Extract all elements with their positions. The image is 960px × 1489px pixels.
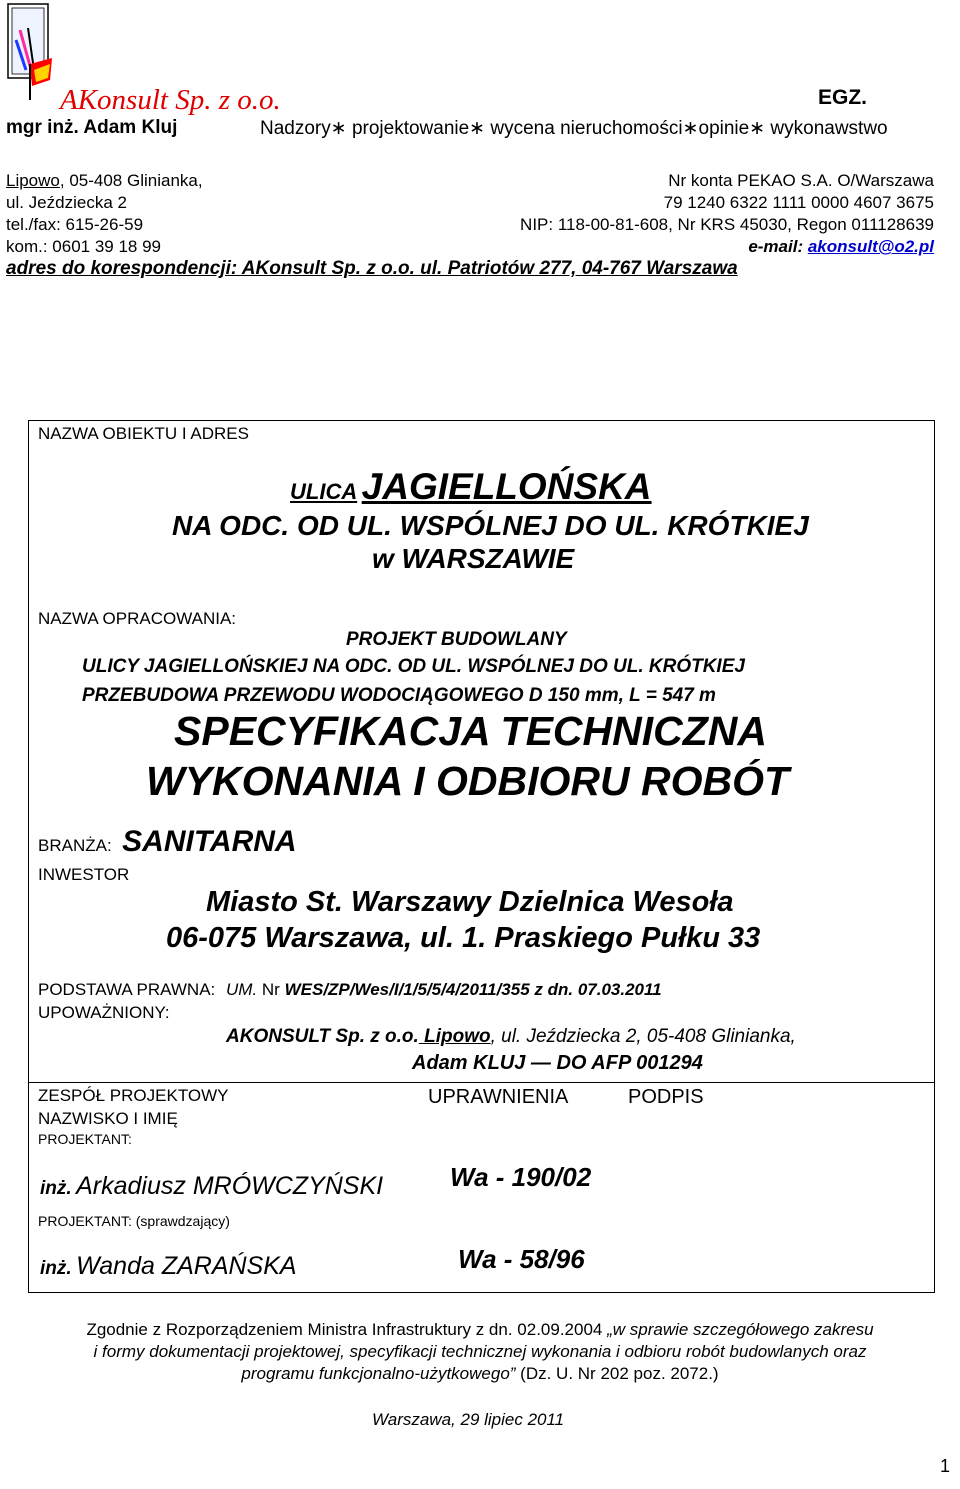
designer — [40, 1172, 383, 1201]
study-line3: PRZEBUDOWA PRZEWODU WODOCIĄGOWEGO D 150 mm, L = 547 m — [82, 685, 716, 706]
checker-name: Wanda ZARAŃSKA — [76, 1252, 297, 1280]
footer-line1 — [0, 1320, 960, 1340]
address-town: Lipowo — [6, 171, 60, 190]
authorized-town: Lipowo — [418, 1026, 491, 1047]
team-label: ZESPÓŁ PROJEKTOWY — [38, 1086, 229, 1105]
footer-regulation-end: programu funkcjonalno-użytkowego” — [241, 1364, 516, 1383]
footer-line3 — [0, 1364, 960, 1384]
correspondence-address: adres do korespondencji: AKonsult Sp. z o.o. ul. Patriotów 277, 04-767 Warszawa — [6, 258, 738, 279]
object-street-name: JAGIELLOŃSKA — [361, 466, 652, 507]
legal-nr: Nr — [261, 980, 280, 999]
address-phone: tel./fax: 615-26-59 — [6, 215, 144, 234]
designer-title: inż. — [40, 1178, 72, 1199]
object-street — [290, 466, 652, 508]
study-label: NAZWA OPRACOWANIA: — [38, 609, 237, 628]
checker-title: inż. — [40, 1258, 72, 1279]
bank-account-label: Nr konta PEKAO S.A. O/Warszawa — [668, 171, 934, 190]
address-mobile: kom.: 0601 39 18 99 — [6, 237, 162, 256]
object-section: NA ODC. OD UL. WSPÓLNEJ DO UL. KRÓTKIEJ — [172, 510, 809, 541]
bank-account-number: 79 1240 6322 1111 0000 4607 3675 — [663, 193, 934, 212]
investor-line2: 06-075 Warszawa, ul. 1. Praskiego Pułku 33 — [166, 922, 761, 954]
footer-regulation: Zgodnie z Rozporządzeniem Ministra Infrastruktury z dn. 02.09.2004 — [86, 1320, 608, 1339]
company-services: Nadzory∗ projektowanie∗ wycena nieruchomości∗opinie∗ wykonawstwo — [260, 118, 888, 139]
study-line1: PROJEKT BUDOWLANY — [346, 629, 567, 650]
legal-um: UM. — [226, 980, 258, 999]
branch-value: SANITARNA — [122, 825, 297, 858]
investor-label: INWESTOR — [38, 865, 130, 884]
branch — [38, 825, 297, 859]
footer-journal: (Dz. U. Nr 202 poz. 2072.) — [515, 1364, 719, 1383]
page-number: 1 — [940, 1456, 951, 1476]
company-ids: NIP: 118-00-81-608, Nr KRS 45030, Regon 011128639 — [520, 215, 934, 234]
study-line2: ULICY JAGIELLOŃSKIEJ NA ODC. OD UL. WSPÓLNEJ DO UL. KRÓTKIEJ — [82, 656, 745, 677]
authorized-company: AKONSULT Sp. z o.o. — [226, 1026, 419, 1047]
investor-line1: Miasto St. Warszawy Dzielnica Wesoła — [206, 886, 734, 918]
designer-label: PROJEKTANT: — [38, 1131, 132, 1147]
legal-basis — [38, 980, 662, 1000]
place-date: Warszawa, 29 lipiec 2011 — [372, 1410, 565, 1429]
copy-label: EGZ. — [818, 86, 868, 109]
company-owner: mgr inż. Adam Kluj — [6, 117, 178, 138]
spec-title2: WYKONANIA I ODBIORU ROBÓT — [146, 758, 790, 804]
object-city: w WARSZAWIE — [372, 543, 575, 574]
authorized-label: UPOWAŻNIONY: — [38, 1003, 170, 1022]
email-link[interactable]: akonsult@o2.pl — [807, 237, 934, 256]
email-label: e-mail: — [748, 237, 808, 256]
spec-title1: SPECYFIKACJA TECHNICZNA — [174, 708, 768, 754]
authorized-line1 — [226, 1026, 796, 1048]
legal-label: PODSTAWA PRAWNA: — [38, 980, 216, 999]
company-name: AKonsult Sp. z o.o. — [60, 84, 281, 116]
rights-header: UPRAWNIENIA — [428, 1086, 569, 1108]
address-postal: , 05-408 Glinianka, — [59, 171, 203, 190]
address-right — [520, 170, 934, 258]
checker — [40, 1252, 297, 1281]
checker-rights: Wa - 58/96 — [458, 1244, 585, 1274]
designer-name: Arkadiusz MRÓWCZYŃSKI — [76, 1172, 384, 1200]
branch-label: BRANŻA: — [38, 836, 112, 855]
team-separator — [28, 1082, 935, 1083]
team-name-label: NAZWISKO I IMIĘ — [38, 1109, 178, 1128]
address-street: ul. Jeździecka 2 — [6, 193, 127, 212]
object-street-prefix: ULICA — [290, 479, 358, 504]
company-logo — [6, 0, 58, 110]
designer-rights: Wa - 190/02 — [450, 1162, 592, 1192]
footer-regulation-title: „w sprawie szczegółowego zakresu — [607, 1320, 874, 1339]
authorized-line2: Adam KLUJ — DO AFP 001294 — [412, 1052, 703, 1074]
authorized-address: , ul. Jeździecka 2, 05-408 Glinianka, — [490, 1026, 796, 1047]
address-left — [6, 170, 203, 258]
object-label: NAZWA OBIEKTU I ADRES — [38, 424, 249, 443]
sign-header: PODPIS — [628, 1086, 704, 1108]
checker-label: PROJEKTANT: (sprawdzający) — [38, 1213, 230, 1229]
footer-line2: i formy dokumentacji projektowej, specyfikacji technicznej wykonania i odbioru robót budowlanych oraz — [93, 1342, 867, 1361]
legal-value: WES/ZP/Wes/I/1/5/5/4/2011/355 z dn. 07.03.2011 — [284, 980, 662, 999]
